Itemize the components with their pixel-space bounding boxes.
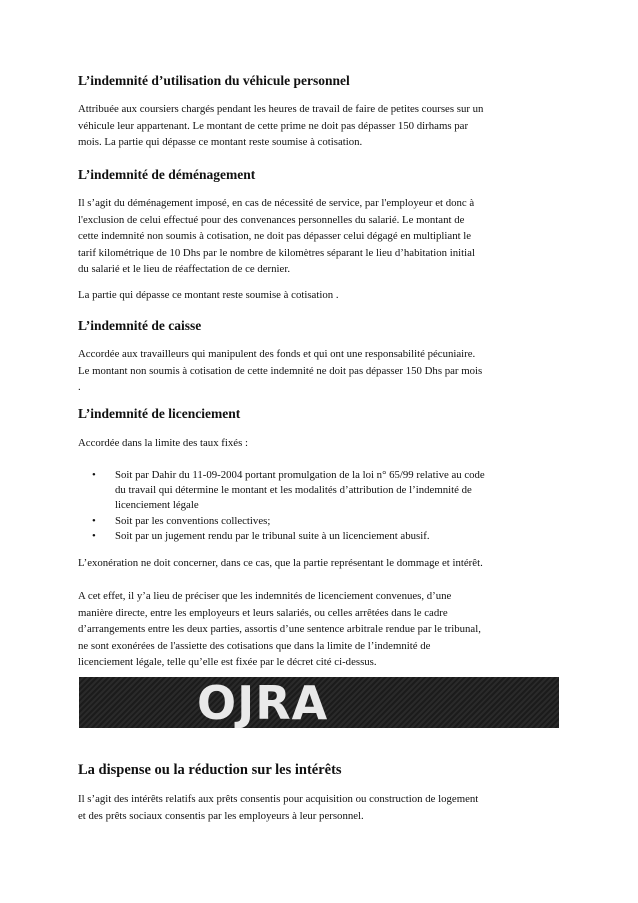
text-line: Il s’agit du déménagement imposé, en cas de nécessité de service, par l'employeur et donc à (78, 197, 475, 209)
paragraph-demenagement-note (78, 287, 568, 304)
text-line: . (78, 381, 81, 394)
paragraph-exoneration (78, 555, 568, 572)
text-line: La partie qui dépasse ce montant reste soumise à cotisation . (78, 289, 339, 301)
text-line: licenciement légale (115, 499, 199, 512)
text-line: ne sont exonérées de l'assiette des cotisations que dans la limite de l’indemnité de (78, 639, 431, 652)
text-line: Il s’agit des intérêts relatifs aux prêts consentis pour acquisition ou construction de logement (78, 793, 479, 805)
ojra-banner (79, 677, 559, 728)
text-line: d’arrangements entre les deux parties, assortis d’une sentence arbitrale rendue par le tribunal, (78, 623, 481, 636)
text-line: Le montant non soumis à cotisation de cette indemnité ne doit pas dépasser 150 Dhs par mois (78, 364, 483, 377)
text-line: mois. La partie qui dépasse ce montant reste soumise à cotisation. (78, 136, 363, 149)
text-line: licenciement légale, telle qu’elle est fixée par le décret cité ci-dessus. (78, 656, 377, 669)
bullet-icon: • (92, 469, 96, 481)
paragraph-caisse (78, 346, 568, 396)
paragraph-dispense (78, 791, 568, 824)
heading-licenciement: L’indemnité de licenciement (78, 406, 241, 421)
list-item (78, 468, 568, 514)
text-line: L’exonération ne doit concerner, dans ce cas, que la partie représentant le dommage et intérêt. (78, 557, 483, 569)
bullet-icon: • (92, 514, 96, 527)
heading-dispense: La dispense ou la réduction sur les intérêts (78, 762, 342, 778)
text-line: Soit par les conventions collectives; (115, 514, 271, 527)
text-line: Attribuée aux coursiers chargés pendant les heures de travail de faire de petites courses sur un (78, 103, 484, 115)
text-line: du travail qui détermine le montant et les modalités d’attribution de l’indemnité de (115, 484, 472, 497)
text-line: l'exclusion de celui effectué pour des convenances personnelles du salarié. Le montant de (78, 213, 465, 226)
text-line: Soit par un jugement rendu par le tribunal suite à un licenciement abusif. (115, 529, 430, 542)
paragraph-demenagement (78, 195, 568, 278)
text-line: du salarié et le lieu de réaffectation de ce dernier. (78, 263, 291, 276)
text-line: et des prêts sociaux consentis par les employeurs à leur personnel. (78, 809, 364, 822)
paragraph-effet (78, 588, 568, 671)
ojra-logo: OJRA (197, 677, 329, 728)
text-line: Accordée aux travailleurs qui manipulent des fonds et qui ont une responsabilité pécuniaire. (78, 348, 476, 360)
heading-demenagement: L’indemnité de déménagement (78, 167, 256, 182)
bullet-list (78, 468, 568, 544)
list-item (78, 514, 568, 529)
list-item (78, 529, 568, 544)
text-line: Soit par Dahir du 11-09-2004 portant promulgation de la loi n° 65/99 relative au code (115, 469, 485, 481)
text-line: véhicule leur appartenant. Le montant de cette prime ne doit pas dépasser 150 dirhams par (78, 119, 469, 132)
text-line: Accordée dans la limite des taux fixés : (78, 437, 248, 449)
paragraph-vehicule (78, 101, 568, 151)
text-line: manière directe, entre les employeurs et leurs salariés, ou celles arrêtées dans le cadre (78, 606, 448, 619)
paragraph-licenciement-intro (78, 435, 568, 452)
text-line: cette indemnité non soumis à cotisation, ne doit pas dépasser celui dégagé en multipliant le (78, 230, 472, 243)
text-line: tarif kilométrique de 10 Dhs par le nombre de kilomètres séparant le lieu d’habitation initial (78, 246, 475, 259)
heading-vehicule: L’indemnité d’utilisation du véhicule personnel (78, 73, 350, 88)
heading-caisse: L’indemnité de caisse (78, 318, 202, 333)
text-line: A cet effet, il y’a lieu de préciser que les indemnités de licenciement convenues, d’une (78, 590, 452, 602)
bullet-icon: • (92, 529, 96, 542)
